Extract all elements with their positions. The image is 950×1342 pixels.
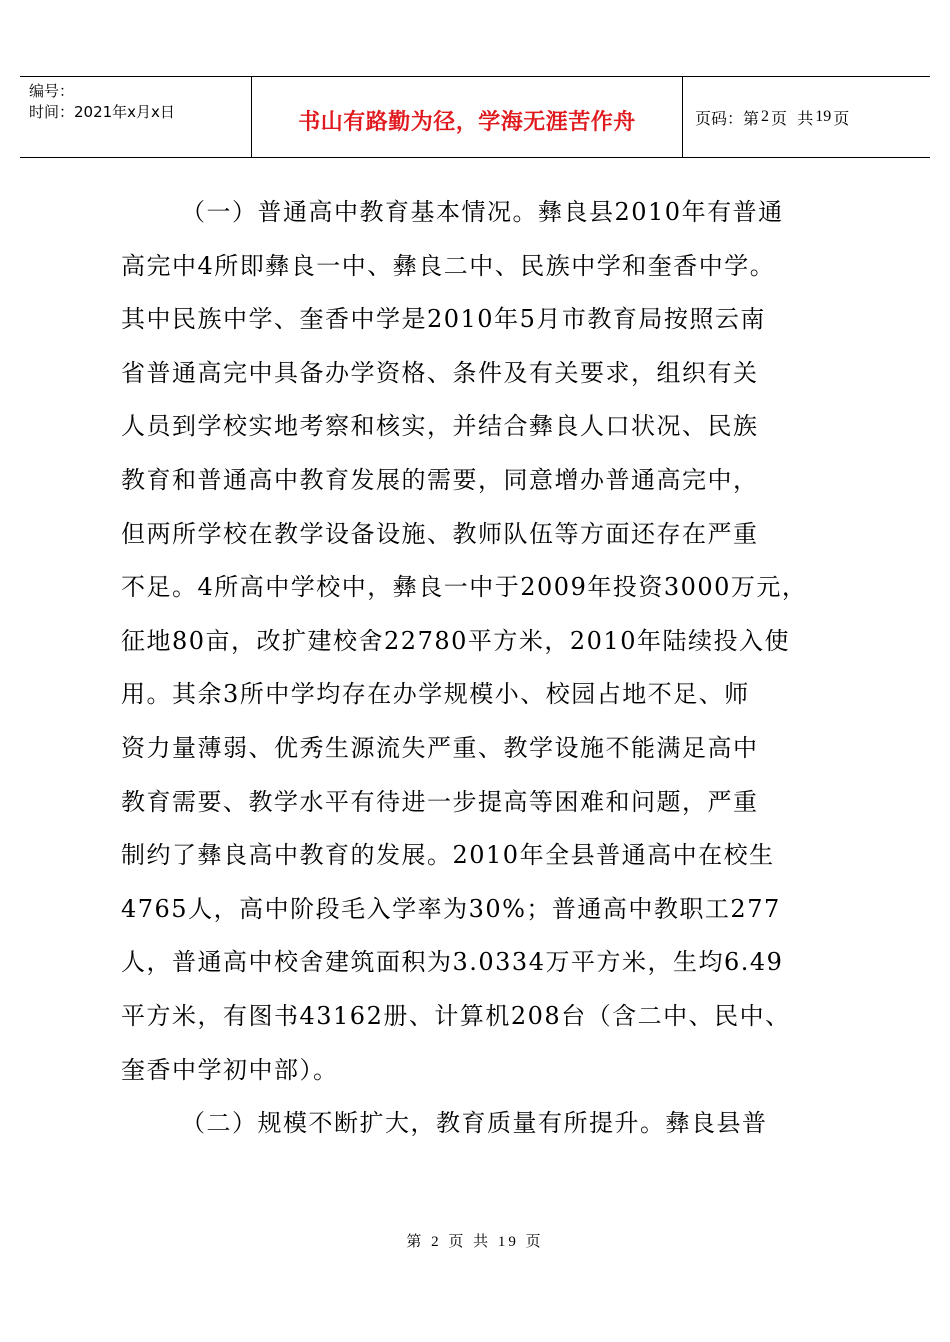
page-suffix: 页 (833, 108, 850, 128)
body-line: 省普通高完中具备办学资格、条件及有关要求，组织有关 (121, 358, 759, 387)
body-line: 但两所学校在教学设备设施、教师队伍等方面还存在严重 (121, 519, 759, 548)
body-line: 人员到学校实地考察和核实，并结合彝良人口状况、民族 (121, 412, 759, 441)
body-line: 制约了彝良高中教育的发展。2010年全县普通高中在校生 (121, 841, 775, 870)
header-page-info (683, 77, 930, 157)
document-body (121, 186, 831, 1151)
header-meta (20, 77, 252, 157)
body-line: （一）普通高中教育基本情况。彝良县2010年有普通 (181, 198, 784, 226)
document-header (20, 76, 930, 158)
body-line: （二）规模不断扩大，教育质量有所提升。彝良县普 (181, 1109, 768, 1138)
document-number-label: 编号： (29, 82, 75, 100)
page-current: 2 (761, 108, 770, 125)
body-line: 其中民族中学、奎香中学是2010年5月市教育局按照云南 (121, 305, 766, 334)
page-total: 19 (815, 108, 832, 125)
body-line: 高完中4所即彝良一中、彝良二中、民族中学和奎香中学。 (121, 251, 776, 280)
header-motto-cell (252, 77, 683, 157)
body-line: 奎香中学初中部）。 (121, 1055, 339, 1084)
body-line: 平方米，有图书43162册、计算机208台（含二中、民中、 (121, 1001, 791, 1030)
body-line: 教育需要、教学水平有待进一步提高等困难和问题，严重 (121, 787, 759, 816)
page-middle: 页 共 (771, 108, 814, 128)
body-line: 4765人，高中阶段毛入学率为30%；普通高中教职工277 (121, 894, 781, 923)
page-footer: 第 2 页 共 19 页 (406, 1234, 544, 1250)
body-line: 教育和普通高中教育发展的需要，同意增办普通高完中， (121, 465, 759, 494)
page-prefix: 页码：第 (695, 108, 760, 128)
body-line: 征地80亩，改扩建校舍22780平方米，2010年陆续投入使 (121, 626, 790, 655)
document-time: 时间：2021年x月x日 (29, 103, 175, 121)
body-line: 资力量薄弱、优秀生源流失严重、教学设施不能满足高中 (121, 733, 759, 762)
motto-text: 书山有路勤为径，学海无涯苦作舟 (298, 109, 636, 135)
body-line: 人，普通高中校舍建筑面积为3.0334万平方米，生均6.49 (121, 948, 784, 977)
body-line: 用。其余3所中学均存在办学规模小、校园占地不足、师 (121, 680, 750, 709)
body-line: 不足。4所高中学校中，彝良一中于2009年投资3000万元， (121, 573, 808, 602)
